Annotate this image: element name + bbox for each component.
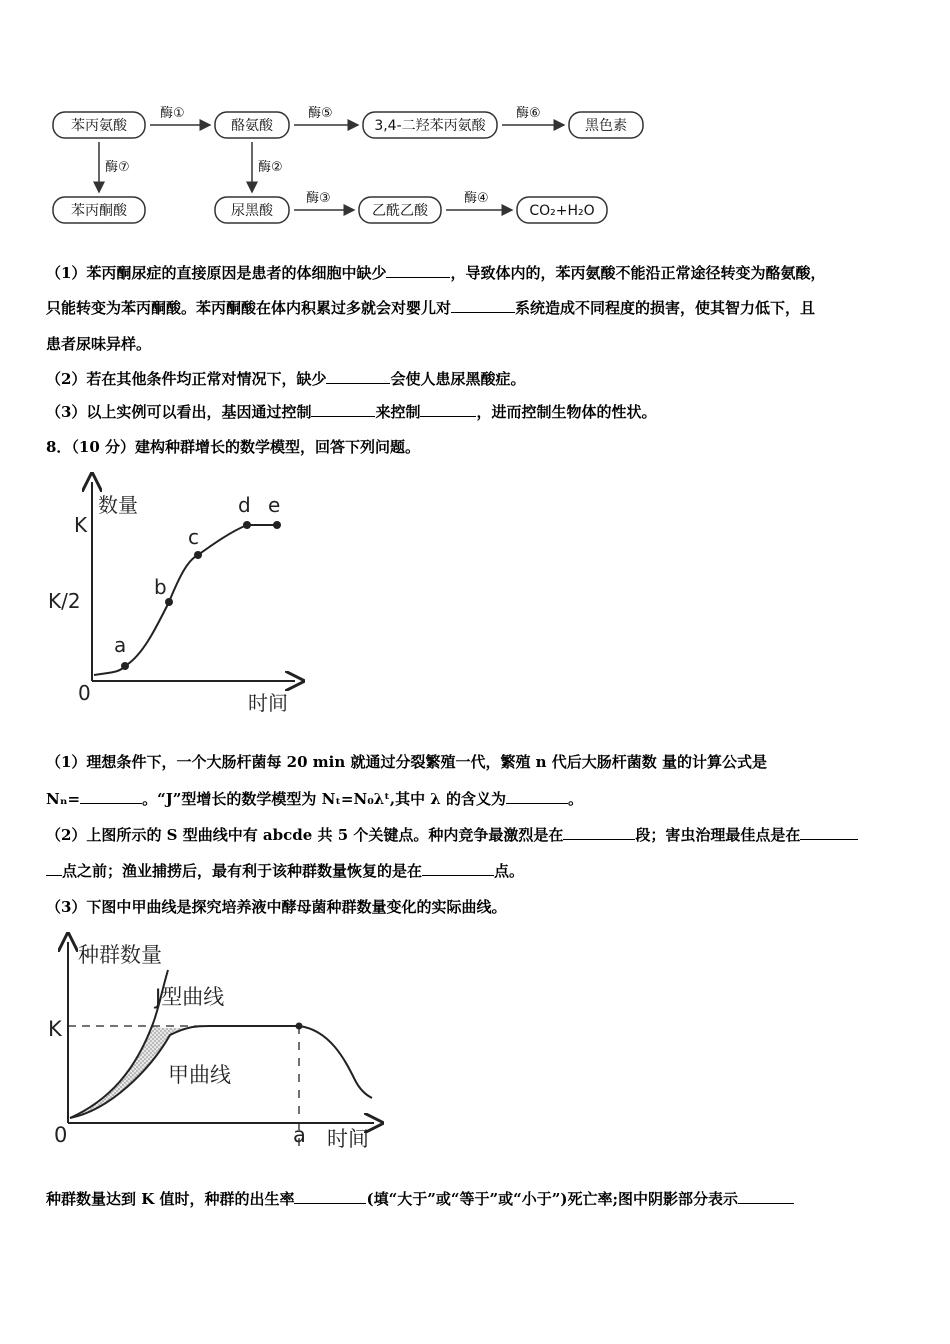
q8-s2-text-c: 点之前；渔业捕捞后，最有利于该种群数量恢复的是在 [62, 862, 423, 880]
point-a-marker [296, 1023, 303, 1030]
answer-blank[interactable] [451, 298, 515, 313]
answer-blank[interactable] [800, 825, 858, 840]
q7-p2-text-a: （2）若在其他条件均正常对情况下，缺少 [46, 370, 327, 388]
point-c [194, 551, 202, 559]
s-curve-chart [40, 462, 320, 727]
k-half-label: K/2 [48, 589, 81, 613]
point-a [121, 662, 129, 670]
q7-p1-text-a: （1）苯丙酮尿症的直接原因是患者的体细胞中缺少 [46, 264, 387, 282]
q8-s1-text-d: 。 [568, 790, 584, 808]
k-label: K [48, 1017, 62, 1041]
answer-blank[interactable] [386, 263, 450, 278]
label-c: c [188, 525, 199, 549]
k-label: K [74, 513, 88, 537]
node-homogentisate: 尿黑酸 [231, 203, 273, 219]
enzyme-7-label: 酶⑦ [105, 160, 130, 175]
enzyme-5-label: 酶⑤ [308, 106, 333, 121]
node-melanin: 黑色素 [585, 118, 627, 134]
q8-s2-text-b: 段；害虫治理最佳点是在 [635, 826, 801, 844]
q8-s2-text-d: 点。 [494, 862, 525, 880]
enzyme-6-label: 酶⑥ [516, 106, 541, 121]
metabolic-pathway-diagram [0, 95, 700, 235]
q7-part2 [46, 369, 525, 389]
enzyme-1-label: 酶① [160, 106, 185, 121]
answer-blank[interactable] [46, 861, 62, 876]
node-dopa: 3,4-二羟苯丙氨酸 [374, 118, 486, 134]
answer-blank[interactable] [311, 402, 375, 417]
point-b [165, 598, 173, 606]
label-d: d [238, 493, 251, 517]
q7-p1-text-d: 系统造成不同程度的损害，使其智力低下，且 [515, 299, 816, 317]
answer-blank[interactable] [294, 1189, 366, 1204]
q7-p3-text-a: （3）以上实例可以看出，基因通过控制 [46, 403, 312, 421]
q7-p3-text-c: ，进而控制生物体的性状。 [476, 403, 657, 421]
q8-header: 8．（10 分）建构种群增长的数学模型，回答下列问题。 [46, 438, 421, 456]
answer-blank[interactable] [80, 789, 142, 804]
label-a: a [114, 633, 127, 657]
q7-part1-line3 [46, 334, 151, 354]
y-axis-label: 数量 [98, 493, 138, 517]
enzyme-3-label: 酶③ [306, 191, 331, 206]
q8-s1-text-b: Nₙ= [46, 790, 81, 808]
label-b: b [154, 575, 167, 599]
enzyme-4-label: 酶④ [464, 191, 489, 206]
origin-label: 0 [54, 1123, 68, 1147]
q7-part3 [46, 402, 656, 422]
node-co2-h2o: CO₂+H₂O [529, 203, 595, 219]
q8-sub1-line1: （1）理想条件下，一个大肠杆菌每 20 min 就通过分裂繁殖一代，繁殖 n 代后大肠杆菌数 量的计算公式是 [46, 753, 768, 771]
q8-s4-text-b: (填“大于”或“等于”或“小于”)死亡率;图中阴影部分表示 [366, 1190, 738, 1208]
label-e: e [268, 493, 281, 517]
a-label: a [293, 1123, 306, 1147]
j-curve-label: J型曲线 [155, 985, 225, 1009]
q8-sub4 [46, 1189, 794, 1209]
q7-p1-text-c: 只能转变为苯丙酮酸。苯丙酮酸在体内积累过多就会对婴儿对 [46, 299, 452, 317]
q7-p2-text-b: 会使人患尿黑酸症。 [390, 370, 526, 388]
q8-sub2-line2 [46, 861, 524, 881]
point-d [243, 521, 251, 529]
jia-curve-label: 甲曲线 [168, 1063, 231, 1087]
q8-sub3: （3）下图中甲曲线是探究培养液中酵母菌种群数量变化的实际曲线。 [46, 898, 507, 916]
answer-blank[interactable] [422, 861, 494, 876]
point-e [273, 521, 281, 529]
q7-p1-text-e: 患者尿味异样。 [46, 335, 152, 353]
q7-p3-text-b: 来控制 [375, 403, 421, 421]
j-curve-chart [40, 930, 390, 1160]
q8-sub1-line2 [46, 789, 583, 809]
answer-blank[interactable] [563, 825, 635, 840]
node-acetoacetate: 乙酰乙酸 [372, 203, 428, 219]
q8-s2-text-a: （2）上图所示的 S 型曲线中有 abcde 共 5 个关键点。种内竞争最激烈是在 [46, 826, 564, 844]
q7-part1-line2 [46, 298, 815, 318]
q8-s4-text-a: 种群数量达到 K 值时，种群的出生率 [46, 1190, 295, 1208]
enzyme-2-label: 酶② [258, 160, 283, 175]
q8-s1-text-c: 。“J”型增长的数学模型为 Nₜ=N₀λᵗ,其中 λ 的含义为 [142, 790, 507, 808]
answer-blank[interactable] [738, 1189, 794, 1204]
node-tyrosine: 酪氨酸 [231, 118, 273, 134]
x-axis-label: 时间 [248, 691, 288, 715]
origin-label: 0 [78, 681, 91, 705]
q7-p1-text-b: ，导致体内的，苯丙氨酸不能沿正常途径转变为酪氨酸， [450, 264, 826, 282]
answer-blank[interactable] [326, 369, 390, 384]
answer-blank[interactable] [420, 402, 476, 417]
q7-part1-line1 [46, 263, 825, 283]
node-phenylpyruvate: 苯丙酮酸 [71, 203, 127, 219]
y-axis-label: 种群数量 [78, 943, 162, 967]
x-axis-label: 时间 [327, 1127, 369, 1151]
q8-sub2-line1 [46, 825, 858, 845]
answer-blank[interactable] [506, 789, 568, 804]
node-phenylalanine: 苯丙氨酸 [71, 118, 127, 134]
